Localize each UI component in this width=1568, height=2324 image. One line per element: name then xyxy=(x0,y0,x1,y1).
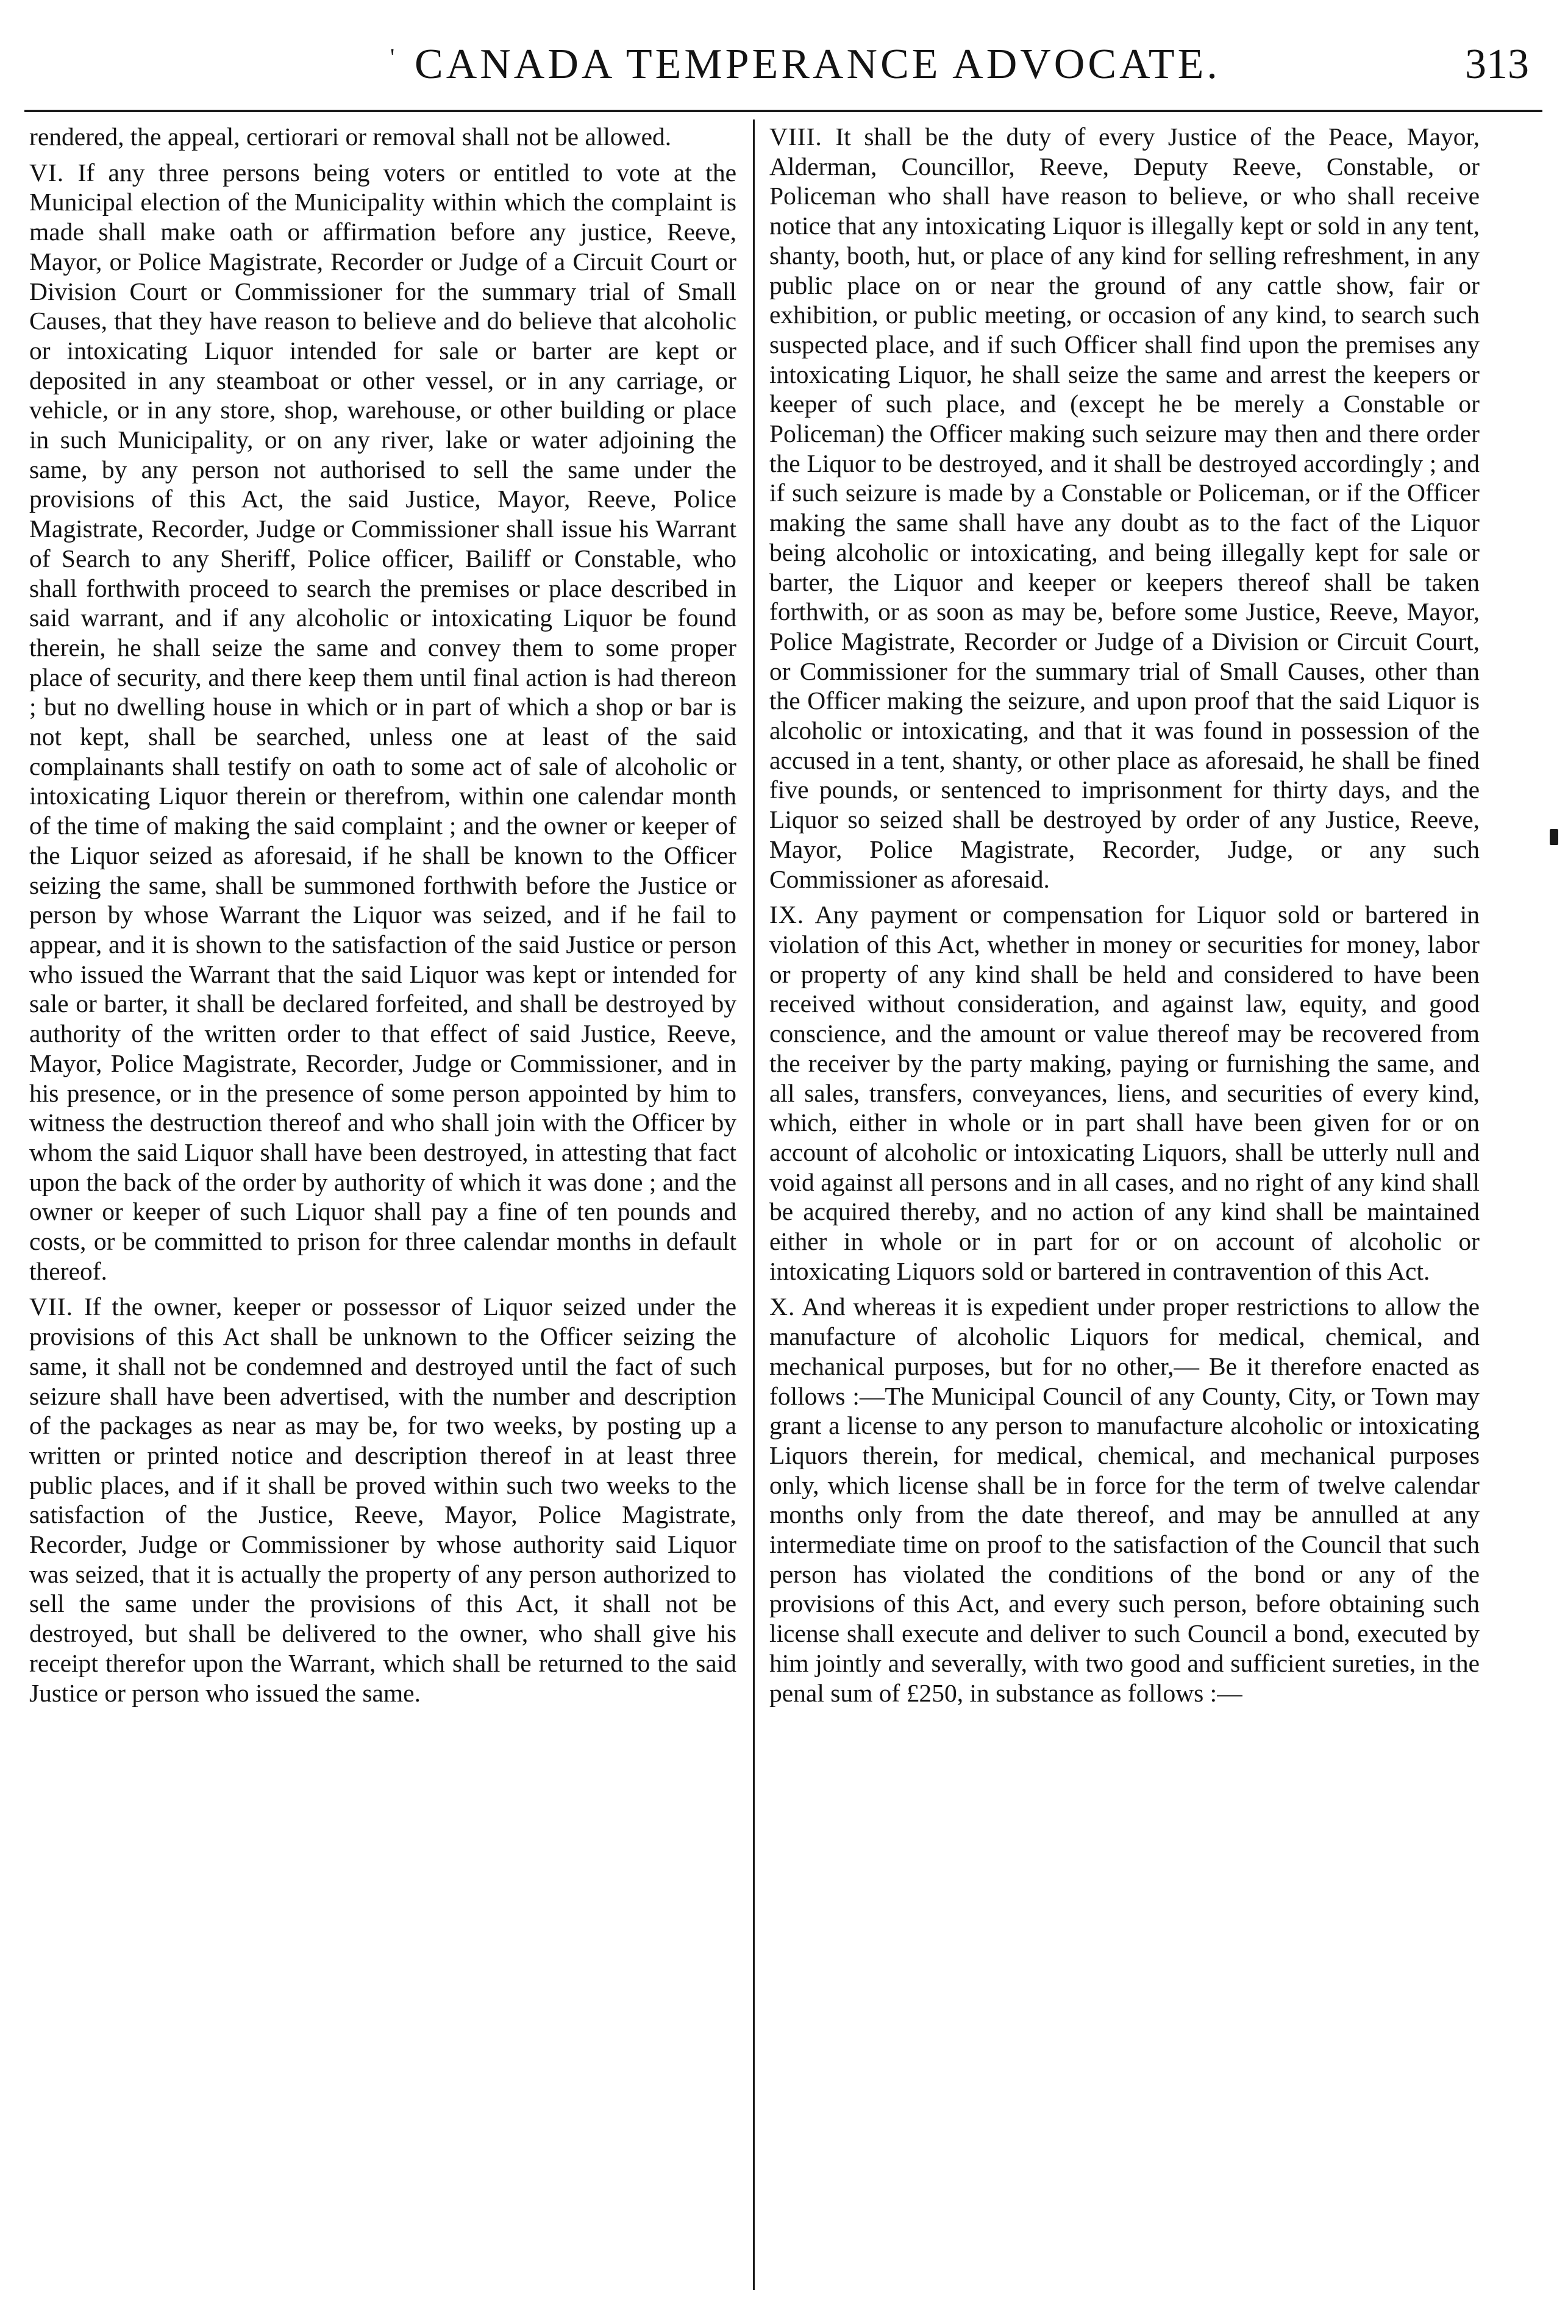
section-vi xyxy=(29,158,736,1286)
paragraph-text: rendered, the appeal, certiorari or removal shall not be allowed. xyxy=(29,123,672,151)
section-x xyxy=(769,1292,1480,1708)
paragraph-text: If any three persons being voters or entitled to vote at the Municipal election of the Municipality within which the complaint is made shall make oath or affirmation before any justice, Reeve, Mayor, or Police Magistrate, Recorder or Judge of a Circuit Court or Division Court or Commissioner for the summary trial of Small Causes, that they have reason to believe and do believe that alcoholic or intoxicating Liquor intended for sale or barter are kept or deposited in any steamboat or other vessel, or in any carriage, or vehicle, or in any store, shop, warehouse, or other building or place in such Municipality, or on any river, lake or water adjoining the same, by any person not authorised to sell the same under the provisions of this Act, the said Justice, Mayor, Reeve, Police Magistrate, Recorder, Judge or Commissioner shall issue his Warrant of Search to any Sheriff, Police officer, Bailiff or Constable, who shall forthwith proceed to search the premises or place described in said warrant, and if any alcoholic or intoxicating Liquor be found therein, he shall seize the same and convey them to some proper place of security, and there keep them until final action is had thereon ; but no dwelling house in which or in part of which a shop or bar is not kept, shall be searched, unless one at least of the said complainants shall testify on oath to some act of sale of alcoholic or intoxicating Liquor therein or therefrom, within one calendar month of the time of making the said complaint ; and the owner or keeper of the Liquor seized as aforesaid, if he shall be known to the Officer seizing the same, shall be summoned forthwith before the Justice or person by whose Warrant the Liquor was seized, and if he fail to appear, and it is shown to the satisfaction of the said Justice or person who issued the Warrant that the said Liquor was kept or intended for sale or barter, it shall be declared forfeited, and shall be destroyed by authority of the written order to that effect of said Justice, Reeve, Mayor, Police Magistrate, Recorder, Judge or Commissioner, and in his presence, or in the presence of some person appointed by him to witness the destruction thereof and who shall join with the Officer by whom the said Liquor shall have been destroyed, in attesting that fact upon the back of the order by authority of which it was done ; and the owner or keeper of such Liquor shall pay a fine of ten pounds and costs, or be committed to prison for three calendar months in default thereof. xyxy=(29,158,736,1285)
paragraph-continuation xyxy=(29,122,736,152)
page-header xyxy=(24,37,1542,116)
page-number: 313 xyxy=(1465,41,1529,88)
header-mark: ' xyxy=(390,43,395,71)
column-divider xyxy=(753,119,755,2290)
margin-mark xyxy=(1550,829,1558,845)
section-number: IX. xyxy=(769,900,805,929)
section-viii xyxy=(769,122,1480,894)
section-number: VIII. xyxy=(769,123,822,151)
section-number: VII. xyxy=(29,1292,73,1321)
section-ix xyxy=(769,900,1480,1286)
paragraph-text: It shall be the duty of every Justice of the Peace, Mayor, Alderman, Councillor, Reeve, Deputy Reeve, Constable, or Policeman who shall have reason to believe, or who shall receive notice that any intoxicating Liquor is illegally kept or sold in any tent, shanty, booth, hut, or place of any kind for selling refreshment, in any public place on or near the ground of any cattle show, fair or exhibition, or public meeting, or occasion of any kind, to search such suspected place, and if such Officer shall find upon the premises any intoxicating Liquor, he shall seize the same and arrest the keepers or keeper of such place, and (except he be merely a Constable or Policeman) the Officer making such seizure may then and there order the Liquor to be destroyed, and it shall be destroyed accordingly ; and if such seizure is made by a Constable or Policeman, or if the Officer making the same shall have any doubt as to the fact of the Liquor being alcoholic or intoxicating, and being illegally kept for sale or barter, the Liquor and keeper or keepers thereof shall be taken forthwith, or as soon as may be, before some Justice, Reeve, Mayor, Police Magistrate, Recorder or Judge of a Division or Circuit Court, or Commissioner for the summary trial of Small Causes, other than the Officer making the seizure, and upon proof that the said Liquor is alcoholic or intoxicating, and that it was found in possession of the accused in a tent, shanty, or other place as aforesaid, he shall be fined five pounds, or sentenced to imprisonment for thirty days, and the Liquor so seized shall be destroyed by order of any Justice, Reeve, Mayor, Police Magistrate, Recorder, Judge, or any such Commissioner as aforesaid. xyxy=(769,123,1480,893)
paragraph-text: Any payment or compensation for Liquor sold or bartered in violation of this Act, whether in money or securities for money, labor or property of any kind shall be held and considered to have been received without consideration, and against law, equity, and good conscience, and the amount or value thereof may be recovered from the receiver by the party making, paying or furnishing the same, and all sales, transfers, conveyances, liens, and securities of every kind, which, either in whole or in part shall have been given for or on account of alcoholic or intoxicating Liquors, shall be utterly null and void against all persons and in all cases, and no right of any kind shall be acquired thereby, and no action of any kind shall be maintained either in whole or in part for or on account of alcoholic or intoxicating Liquors sold or bartered in contravention of this Act. xyxy=(769,900,1480,1285)
section-number: VI. xyxy=(29,158,65,187)
header-rule xyxy=(24,110,1542,112)
paragraph-text: If the owner, keeper or possessor of Liquor seized under the provisions of this Act shall be unknown to the Officer seizing the same, it shall not be condemned and destroyed until the fact of such seizure shall have been advertised, with the number and description of the packages as near as may be, for two weeks, by posting up a written or printed notice and description thereof in at least three public places, and if it shall be proved within such two weeks to the satisfaction of the Justice, Reeve, Mayor, Police Magistrate, Recorder, Judge or Commissioner by whose authority said Liquor was seized, that it is actually the property of any person authorized to sell the same under the provisions of this Act, it shall not be destroyed, but shall be delivered to the owner, who shall give his receipt therefor upon the Warrant, which shall be returned to the said Justice or person who issued the same. xyxy=(29,1292,736,1707)
paragraph-text: And whereas it is expedient under proper restrictions to allow the manufacture of alcoholic Liquors for medical, chemical, and mechanical purposes, but for no other,— Be it therefore enacted as follows :—The Municipal Council of any County, City, or Town may grant a license to any person to manufacture alcoholic or intoxicating Liquors therein, for medical, chemical, and mechanical purposes only, which license shall be in force for the term of twelve calendar months only from the date thereof, and may be annulled at any intermediate time on proof to the satisfaction of the Council that such person has violated the conditions of the bond or any of the provisions of this Act, and every such person, before obtaining such license shall execute and deliver to such Council a bond, executed by him jointly and severally, with two good and sufficient sureties, in the penal sum of £250, in substance as follows :— xyxy=(769,1292,1480,1707)
right-column xyxy=(769,122,1480,1708)
section-vii xyxy=(29,1292,736,1708)
left-column xyxy=(29,122,736,1708)
publication-title: CANADA TEMPERANCE ADVOCATE. xyxy=(415,41,1221,88)
section-number: X. xyxy=(769,1292,796,1321)
